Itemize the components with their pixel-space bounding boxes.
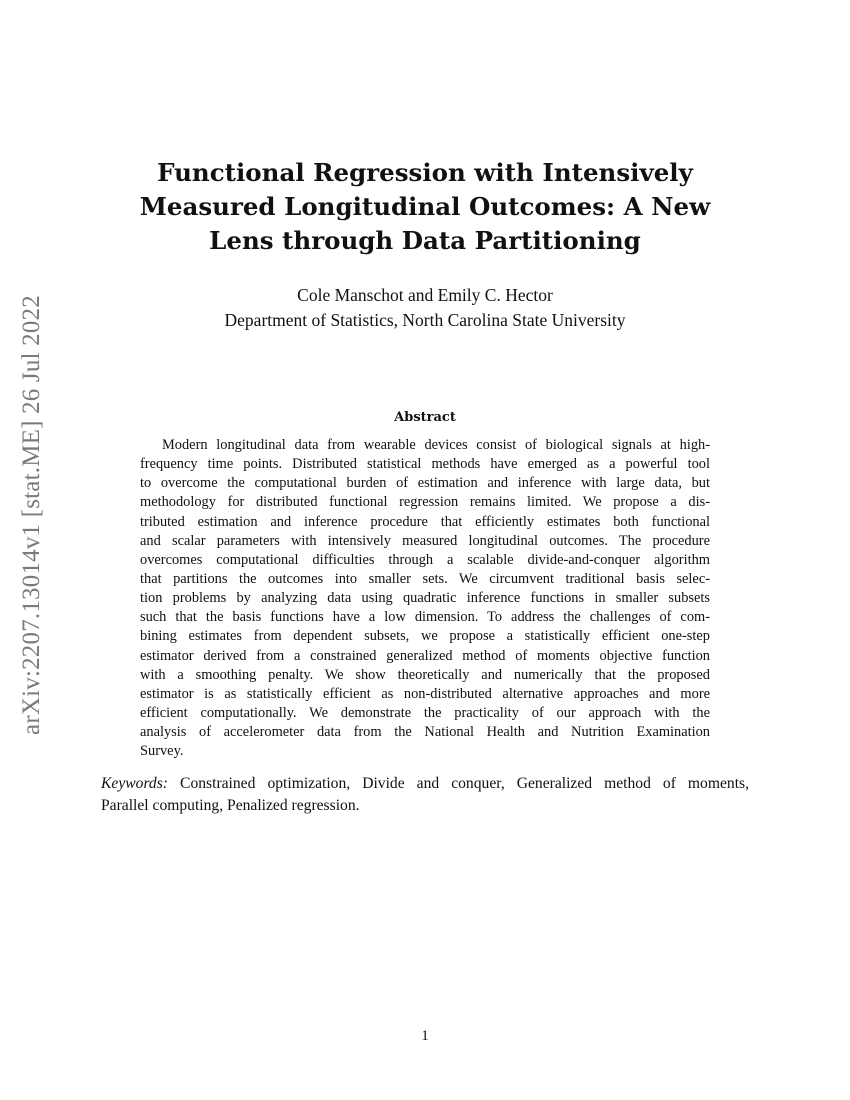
keywords-line: Parallel computing, Penalized regression.	[101, 797, 360, 814]
author-block	[100, 283, 750, 333]
abstract-body	[140, 436, 710, 761]
abstract-line: to overcome the computational burden of estimation and inference with large data, but	[140, 475, 710, 492]
abstract-heading: Abstract	[394, 410, 456, 425]
keywords-list: Constrained optimization, Divide and conquer, Generalized method of moments,	[180, 775, 750, 792]
abstract-line: such that the basis functions have a low dimension. To address the challenges of com-	[140, 609, 710, 626]
abstract-line: estimator is as statistically efficient as non-distributed alternative approaches and more	[140, 685, 710, 702]
abstract-line: bining estimates from dependent subsets, we propose a statistically efficient one-step	[140, 628, 710, 645]
abstract-line: and scalar parameters with intensively measured longitudinal outcomes. The procedure	[140, 532, 710, 549]
title-line: Measured Longitudinal Outcomes: A New	[139, 192, 711, 221]
abstract-line: estimator derived from a constrained generalized method of moments objective function	[140, 647, 710, 664]
abstract-line: analysis of accelerometer data from the National Health and Nutrition Examination	[140, 724, 710, 741]
abstract-line: overcomes computational difficulties through a scalable divide-and-conquer algorithm	[140, 551, 710, 568]
keywords-block	[101, 773, 749, 817]
abstract-line: efficient computationally. We demonstrate the practicality of our approach with the	[140, 704, 710, 721]
abstract-line: tion problems by analyzing data using quadratic inference functions in smaller subsets	[140, 590, 710, 607]
arxiv-identifier-stamp	[14, 268, 50, 762]
arxiv-identifier-text: arXiv:2207.13014v1 [stat.ME] 26 Jul 2022	[18, 295, 46, 735]
title-line: Lens through Data Partitioning	[209, 226, 641, 255]
keywords-line	[101, 773, 749, 795]
paper-title	[100, 156, 750, 258]
abstract-line: frequency time points. Distributed statistical methods have emerged as a powerful tool	[140, 456, 710, 473]
abstract-line: that partitions the outcomes into smaller sets. We circumvent traditional basis selec-	[140, 570, 710, 587]
keywords-label: Keywords:	[101, 775, 168, 792]
page-number: 1	[421, 1028, 429, 1044]
author-affiliation: Department of Statistics, North Carolina State University	[224, 310, 626, 330]
abstract-line: Survey.	[140, 743, 184, 760]
abstract-line: with a smoothing penalty. We show theoretically and numerically that the proposed	[140, 666, 710, 683]
author-names: Cole Manschot and Emily C. Hector	[297, 285, 553, 305]
abstract-line: Modern longitudinal data from wearable devices consist of biological signals at high-	[162, 437, 710, 453]
abstract-line: tributed estimation and inference procedure that efficiently estimates both functional	[140, 513, 710, 530]
abstract-line: methodology for distributed functional regression remains limited. We propose a dis-	[140, 494, 710, 511]
title-line: Functional Regression with Intensively	[157, 158, 693, 187]
